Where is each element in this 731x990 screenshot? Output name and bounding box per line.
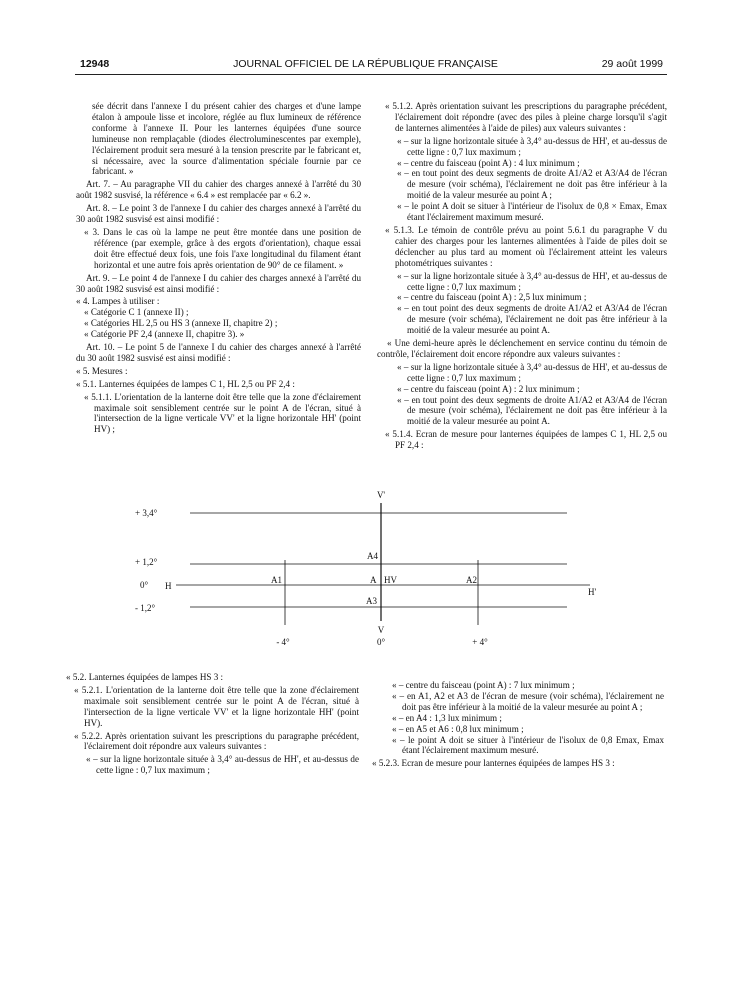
lower-right-column: [372, 680, 664, 771]
section-heading: « 5.2.3. Ecran de mesure pour lanternes équipées de lampes HS 3 :: [372, 758, 615, 769]
list-item: « Catégorie C 1 (annexe II) ;: [84, 307, 189, 318]
list-item: « – sur la ligne horizontale située à 3,4° au-dessus de HH', et au-dessus de cette ligne : 0,7 lux maximum ;: [86, 754, 359, 776]
list-item: « – centre du faisceau (point A) : 4 lux minimum ;: [397, 157, 580, 168]
point-a3: A3: [366, 596, 377, 606]
paragraph: « Une demi-heure après le déclenchement en service continu du témoin de contrôle, l'éclairement doit encore répondre aux valeurs suivantes :: [377, 338, 667, 359]
point-a4: A4: [367, 551, 378, 561]
list-item: « Catégories HL 2,5 ou HS 3 (annexe II, chapitre 2) ;: [84, 318, 278, 329]
list-item: « – en tout point des deux segments de droite A1/A2 et A3/A4 de l'écran de mesure (voir schéma), l'éclairement ne doit pas être inférieur à la moitié de la valeur mesurée au point A.: [397, 394, 667, 427]
list-item: « – sur la ligne horizontale située à 3,4° au-dessus de HH', et au-dessus de cette ligne : 0,7 lux maximum ;: [397, 361, 667, 383]
list-item: « – centre du faisceau (point A) : 7 lux minimum ;: [392, 680, 575, 690]
list-item: « – sur la ligne horizontale située à 3,4° au-dessus de HH', et au-dessus de cette ligne : 0,7 lux maximum ;: [397, 135, 667, 157]
list-item: « – centre du faisceau (point A) : 2,5 lux minimum ;: [397, 292, 587, 303]
article-7: Art. 7. – Au paragraphe VII du cahier des charges annexé à l'arrêté du 30 août 1982 susvisé, la référence « 6.4 » est remplacée par « 6.2 ».: [76, 179, 361, 201]
y-label: - 1,2°: [135, 603, 156, 613]
section-heading: « 5.2. Lanternes équipées de lampes HS 3 :: [66, 672, 224, 682]
x-label: 0°: [376, 637, 386, 647]
measuring-screen-diagram: [0, 485, 731, 655]
y-label: 0°: [140, 580, 149, 590]
paragraph: « 5.1.1. L'orientation de la lanterne doit être telle que la zone d'éclairement maximale soit sensiblement centrée sur le point A de l'écran, situé à l'intersection de la ligne verticale VV' et la ligne horizontale HH' (point HV) ;: [84, 391, 361, 435]
label-h-right: H': [588, 587, 597, 597]
label-v-top: V': [376, 490, 386, 500]
paragraph: « 5.2.2. Après orientation suivant les prescriptions du paragraphe précédent, l'éclairement doit répondre aux valeurs suivantes :: [74, 730, 359, 752]
page-number: 12948: [80, 58, 110, 70]
list-item: « – en tout point des deux segments de droite A1/A2 et A3/A4 de l'écran de mesure (voir schéma), l'éclairement ne doit pas être inférieur à la moitié de la valeur mesurée au point A ;: [397, 168, 667, 201]
list-item: « – le point A doit se situer à l'intérieur de l'isolux de 0,8 Emax, Emax étant l'éclairement maximum mesuré.: [392, 734, 664, 756]
header-rule: [75, 74, 667, 75]
paragraph: sée décrit dans l'annexe I du présent cahier des charges et d'une lampe étalon à ampoule lisse et incolore, réglée au flux lumineux de référence conforme à l'annexe II. Pour les lanternes équipées d'une source lumineuse non remplaçable (diodes électroluminescentes par exemple), l'éclairement produit sera mesuré à la tension prescrite par le fabricant et, si nécessaire, avec la source d'alimentation spéciale fournie par ce fabricant. »: [92, 101, 361, 177]
section-heading: « 5. Mesures :: [76, 365, 128, 376]
article-9: Art. 9. – Le point 4 de l'annexe I du cahier des charges annexé à l'arrêté du 30 août 1982 susvisé est ainsi modifié :: [76, 272, 361, 294]
left-column: [76, 101, 361, 437]
paragraph: « 5.2.1. L'orientation de la lanterne doit être telle que la zone d'éclairement maximale soit sensiblement centrée sur le point A de l'écran, situé à l'intersection de la ligne verticale VV' et la ligne horizontale HH' (point HV).: [74, 684, 359, 728]
list-item: « – en A4 : 1,3 lux minimum ;: [392, 712, 502, 723]
list-item: « – en A1, A2 et A3 de l'écran de mesure (voir schéma), l'éclairement ne doit pas être inférieur à la moitié de la valeur mesurée au point A ;: [392, 690, 664, 712]
y-label: + 3,4°: [135, 508, 158, 518]
journal-title: JOURNAL OFFICIEL DE LA RÉPUBLIQUE FRANÇAISE: [233, 58, 498, 70]
y-label: + 1,2°: [135, 557, 158, 567]
point-a2: A2: [466, 575, 477, 585]
paragraph: « 5.1.4. Ecran de mesure pour lanternes équipées de lampes C 1, HL 2,5 ou PF 2,4 :: [385, 429, 667, 451]
list-item: « – en A5 et A6 : 0,8 lux minimum ;: [392, 723, 524, 734]
list-heading: « 4. Lampes à utiliser :: [76, 296, 160, 307]
label-h-left: H: [165, 581, 172, 591]
x-label: + 4°: [472, 637, 488, 647]
section-heading: « 5.1. Lanternes équipées de lampes C 1, HL 2,5 ou PF 2,4 :: [76, 378, 295, 389]
list-item: « Catégorie PF 2,4 (annexe II, chapitre 3). »: [84, 329, 245, 340]
list-item: « – centre du faisceau (point A) : 2 lux minimum ;: [397, 383, 580, 394]
x-label: - 4°: [276, 637, 290, 647]
article-10: Art. 10. – Le point 5 de l'annexe I du cahier des charges annexé à l'arrêté du 30 août 1982 susvisé est ainsi modifié :: [76, 342, 361, 363]
lower-left-column: [66, 672, 359, 778]
list-item: « – en tout point des deux segments de droite A1/A2 et A3/A4 de l'écran de mesure (voir schéma), l'éclairement ne doit pas être inférieur à la moitié de la valeur mesurée au point A.: [397, 303, 667, 336]
paragraph: « 5.1.3. Le témoin de contrôle prévu au point 5.6.1 du paragraphe V du cahier des charges pour les lanternes alimentées à l'aide de piles doit se déclencher au plus tard au moment où l'éclairement atteint les valeurs photométriques suivantes :: [385, 224, 667, 268]
paragraph: « 5.1.2. Après orientation suivant les prescriptions du paragraphe précédent, l'éclairement doit répondre (avec des piles à pleine charge lorsqu'il s'agit de lanternes alimentées à l'aide de piles) aux valeurs suivantes :: [385, 101, 667, 133]
point-a: A: [370, 575, 377, 585]
list-item: « – sur la ligne horizontale située à 3,4° au-dessus de HH', et au-dessus de cette ligne : 0,7 lux maximum ;: [397, 270, 667, 292]
paragraph: « 3. Dans le cas où la lampe ne peut être montée dans une position de référence (par exemple, grâce à des ergots d'orientation), chaque essai doit être effectué deux fois, une fois l'axe longitudinal du filament étant horizontal et une autre fois après orientation de 90° de ce filament. »: [84, 226, 361, 270]
point-hv: HV: [384, 575, 397, 585]
point-a1: A1: [271, 575, 282, 585]
article-8: Art. 8. – Le point 3 de l'annexe I du cahier des charges annexé à l'arrêté du 30 août 1982 susvisé est ainsi modifié :: [76, 203, 361, 225]
list-item: « – le point A doit se situer à l'intérieur de l'isolux de 0,8 × Emax, Emax étant l'éclairement maximum mesuré.: [397, 201, 667, 223]
header-date: 29 août 1999: [601, 58, 663, 70]
label-v-bottom: V: [377, 625, 385, 635]
right-column: [377, 101, 667, 453]
